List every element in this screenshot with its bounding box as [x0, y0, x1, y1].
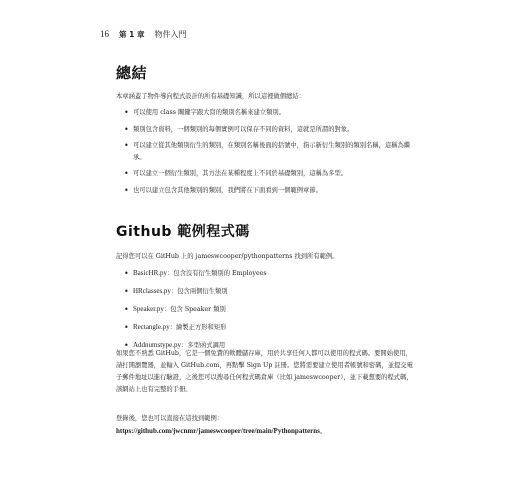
- file-description: ：包含兩個衍生類別: [170, 288, 228, 295]
- file-name: BasicHR.py: [133, 269, 168, 277]
- file-name: Speaker.py: [133, 305, 164, 313]
- example-url-link[interactable]: https://github.com/jwcnmr/jameswcooper/tree/main/Pythonpatterns: [116, 427, 320, 435]
- chapter-label: 第 1 章: [119, 30, 145, 39]
- example-file-item: [124, 304, 419, 316]
- summary-bullet: • 可以建立一個衍生類別，其方法在某種程度上不同於基礎類別，這稱為多型。: [124, 168, 419, 180]
- example-url-line: [116, 425, 416, 438]
- example-file-item: [124, 286, 419, 298]
- example-file-item: [124, 322, 419, 334]
- github-paragraph: 如果您不熟悉 GitHub，它是一個免費的軟體儲存庫，用於共享任何人都可以使用的程式碼。要開始使用，請打開瀏覽器，並輸入 GitHub.com，再點擊 Sign Up 註冊。您將需要建立使用者帳號和密碼，並提交電子郵件地址以進行驗證，之後您可以搜尋任何程式碼倉庫（比如 jameswcooper），並下載想要的程式碼，該網站上也有完整的手冊。: [116, 350, 413, 393]
- file-name: Rectangle.py: [133, 323, 170, 331]
- example-file-item: [124, 268, 419, 280]
- chapter-title: 物件入門: [154, 30, 187, 39]
- summary-bullet-list: [124, 107, 419, 201]
- example-file-list: [124, 268, 419, 358]
- github-intro: 記得您可以在 GitHub 上的 jameswcooper/pythonpatterns 找到所有範例。: [116, 253, 339, 260]
- summary-bullet: • 可以使用 class 關鍵字跟大寫的類別名稱來建立類別。: [124, 107, 419, 119]
- summary-bullet: • 類別包含資料，一個類別的每個實例可以保存不同的資料，這就是所謂的對象。: [124, 124, 419, 136]
- file-description: ：繪製正方形和矩形: [169, 324, 227, 331]
- file-name: Addnumstype.py: [133, 341, 182, 349]
- file-description: ：多型函式調用: [181, 342, 226, 349]
- file-description: ：包含沒有衍生類別的 Employees: [167, 270, 267, 277]
- summary-intro: 本章涵蓋了物件導向程式設計的所有基礎知識，所以這裡做個總結：: [116, 93, 305, 100]
- url-suffix: 。: [319, 428, 327, 435]
- login-text: 登錄後，您也可以直接在這找到範例：: [116, 415, 224, 422]
- summary-bullet: • 也可以建立包含其他類別的類別，我們將在下面看到一個範例章節。: [124, 185, 419, 197]
- github-heading: Github 範例程式碼: [116, 224, 250, 240]
- running-header: [100, 29, 186, 40]
- file-description: ：包含 Speaker 類別: [163, 306, 226, 313]
- summary-heading: 總結: [116, 64, 148, 82]
- page-number: 16: [100, 29, 109, 39]
- summary-bullet: • 可以建立從其他類別衍生的類別，在類別名稱後面的括號中，指示新衍生類別的類別名稱，這稱為繼承。: [124, 140, 419, 163]
- file-name: HRclasses.py: [133, 287, 171, 295]
